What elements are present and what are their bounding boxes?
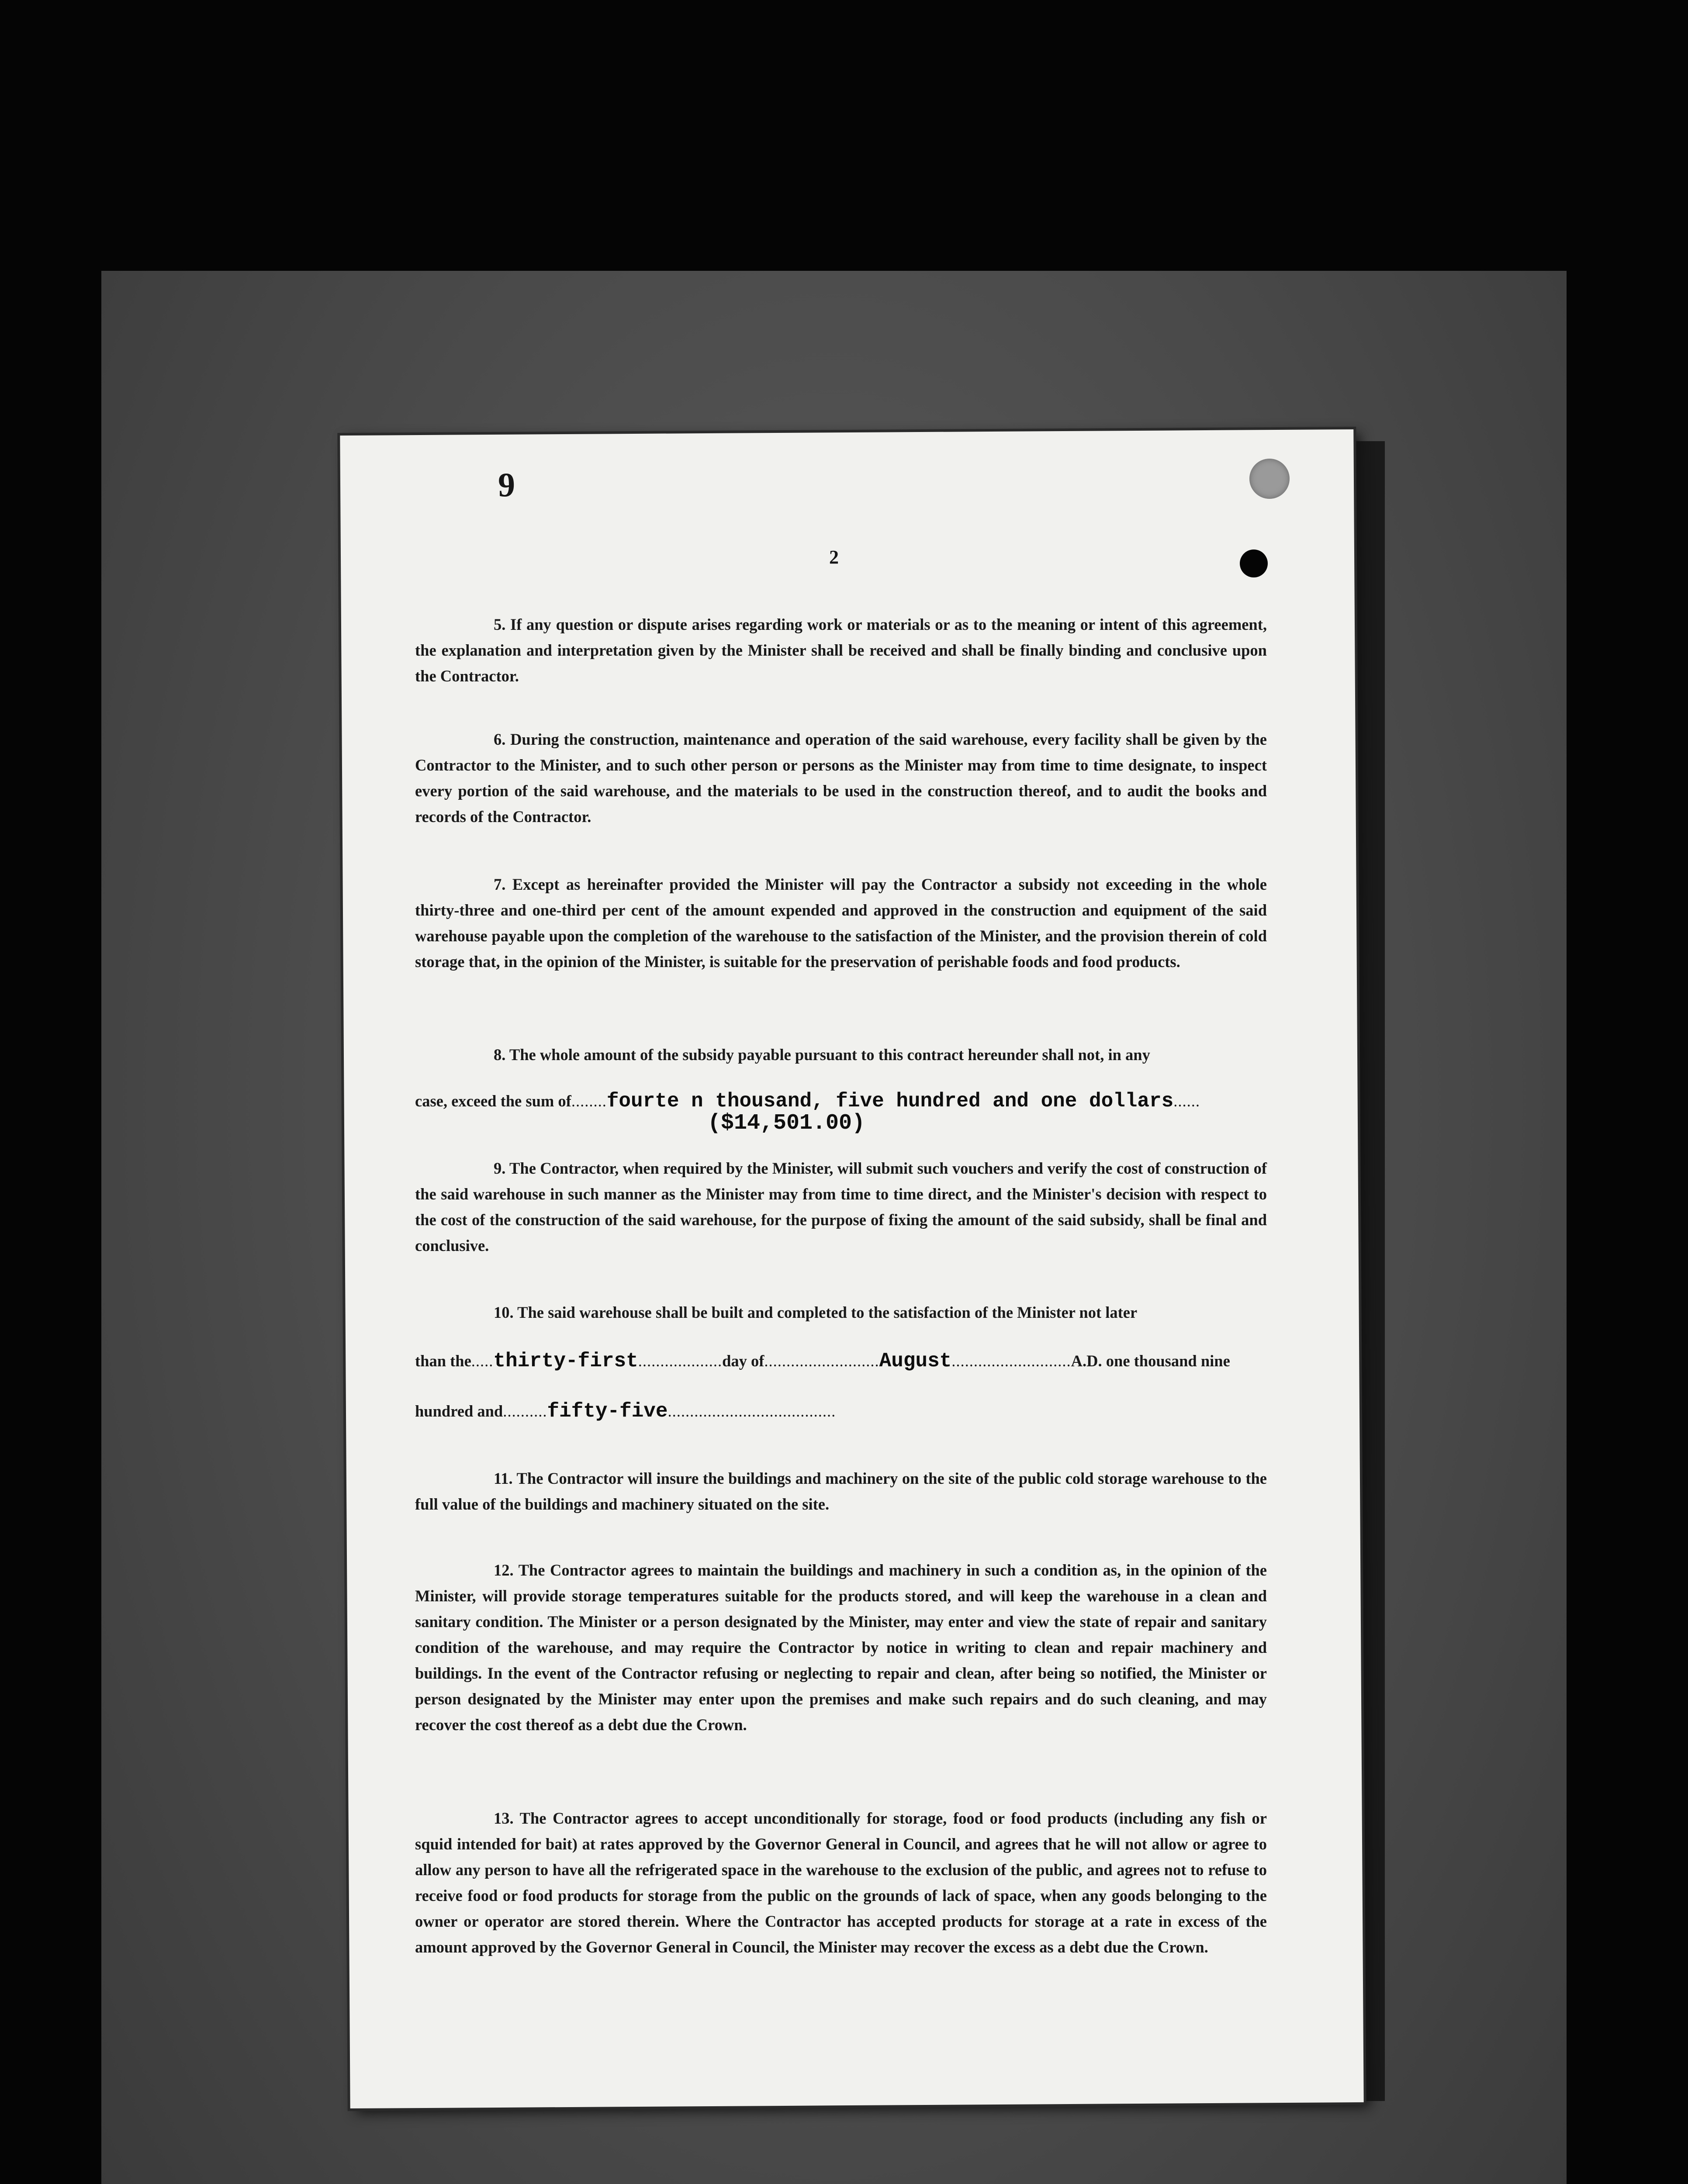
fill-leader: .......... — [503, 1402, 547, 1420]
clause-10-date-line — [415, 1350, 1267, 1372]
clause-text: The whole amount of the subsidy payable pursuant to this contract hereunder shall not, in any — [509, 1046, 1150, 1064]
clause-number: 12. — [494, 1561, 514, 1579]
amount-in-words: fourte n thousand, five hundred and one dollars — [606, 1090, 1174, 1113]
clause-10 — [415, 1299, 1267, 1325]
clause-text: The Contractor, when required by the Minister, will submit such vouchers and verify the cost of construction of the said warehouse in such manner as the Minister may from time to time direct, and the Minister's decision with respect to the cost of the construction of the said warehouse, for the purpose of fixing the amount of the said subsidy, shall be final and conclusive. — [415, 1159, 1267, 1254]
clause-number: 7. — [494, 875, 506, 893]
clause-number: 10. — [494, 1303, 514, 1321]
clause-6 — [415, 726, 1267, 829]
clause-13 — [415, 1805, 1267, 1960]
year-line-prefix: hundred and — [415, 1402, 503, 1420]
clause-12 — [415, 1557, 1267, 1738]
clause-text: The Contractor agrees to maintain the buildings and machinery in such a condition as, in the opinion of the Minister, will provide storage temperatures suitable for the products stored, and will keep the warehouse in a clean and sanitary condition. The Minister or a person designated by the Minister, may enter and view the state of repair and sanitary condition of the warehouse, and may require the Contractor by notice in writing to clean and repair machinery and buildings. In the event of the Contractor refusing or neglecting to repair and clean, after being so notified, the Minister or person designated by the Minister may enter upon the premises and make such repairs and do such cleaning, and may recover the cost thereof as a debt due the Crown. — [415, 1561, 1267, 1734]
year-field: fifty-five — [547, 1400, 668, 1423]
clause-text: If any question or dispute arises regarding work or materials or as to the meaning or intent of this agreement, the explanation and interpretation given by the Minister shall be received and shall be finally binding and conclusive upon the Contractor. — [415, 615, 1267, 685]
month-field: August — [879, 1350, 952, 1372]
clause-7 — [415, 871, 1267, 975]
folio-number: 9 — [498, 466, 515, 504]
fill-leader: ...................................... — [668, 1402, 836, 1420]
clause-text: The Contractor agrees to accept unconditionally for storage, food or food products (including any fish or squid intended for bait) at rates approved by the Governor General in Council, and agrees that he will not allow or agree to allow any person to have all the refrigerated space in the warehouse to the exclusion of the public, and agrees not to refuse to receive food or food products for storage from the public on the grounds of lack of space, when any goods belonging to the owner or operator are stored therein. Where the Contractor has accepted products for storage at a rate in excess of the amount approved by the Governor General in Council, the Minister may recover the excess as a debt due the Crown. — [415, 1809, 1267, 1956]
clause-number: 6. — [494, 730, 506, 748]
year-prefix: A.D. one thousand nine — [1071, 1352, 1230, 1370]
punch-hole-black-icon — [1240, 549, 1268, 577]
clause-text: Except as hereinafter provided the Minister will pay the Contractor a subsidy not exceeding in the whole thirty-three and one-third per cent of the amount expended and approved in the construction and equipment of the said warehouse payable upon the completion of the warehouse to the satisfaction of the Minister, and the provision therein of cold storage that, in the opinion of the Minister, is suitable for the preservation of perishable foods and food products. — [415, 875, 1267, 971]
clause-text: During the construction, maintenance and operation of the said warehouse, every facility shall be given by the Contractor to the Minister, and to such other person or persons as the Minister may from time to time designate, to inspect every portion of the said warehouse, and the materials to be used in the construction thereof, and to audit the books and records of the Contractor. — [415, 730, 1267, 826]
fill-leader: ........................... — [951, 1352, 1071, 1370]
clause-8-amount-line — [415, 1090, 1267, 1113]
clause-9 — [415, 1155, 1267, 1258]
clause-number: 9. — [494, 1159, 506, 1177]
fill-leader: ..... — [471, 1352, 494, 1370]
fill-leader: ...... — [1173, 1092, 1200, 1110]
clause-11 — [415, 1465, 1267, 1517]
clause-10-year-line — [415, 1400, 1267, 1423]
fill-leader: .......................... — [764, 1352, 879, 1370]
page-number: 2 — [829, 546, 839, 568]
clause-text: The Contractor will insure the buildings and machinery on the site of the public cold storage warehouse to the full value of the buildings and machinery situated on the site. — [415, 1469, 1267, 1513]
clause-number: 13. — [494, 1809, 514, 1827]
clause-8 — [415, 1042, 1267, 1068]
day-field: thirty-first — [493, 1350, 638, 1372]
clause-text: The said warehouse shall be built and completed to the satisfaction of the Minister not later — [517, 1303, 1138, 1321]
fill-leader: ........ — [571, 1092, 607, 1110]
clause-number: 11. — [494, 1469, 513, 1487]
fill-leader: ................... — [638, 1352, 723, 1370]
clause-number: 5. — [494, 615, 506, 633]
date-prefix: than the — [415, 1352, 471, 1370]
day-label: day of — [722, 1352, 764, 1370]
clause-8-continuation: case, exceed the sum of — [415, 1092, 571, 1110]
clause-number: 8. — [494, 1046, 506, 1064]
punch-hole-icon — [1249, 459, 1290, 499]
clause-5 — [415, 612, 1267, 689]
amount-in-figures: ($14,501.00) — [708, 1111, 865, 1136]
